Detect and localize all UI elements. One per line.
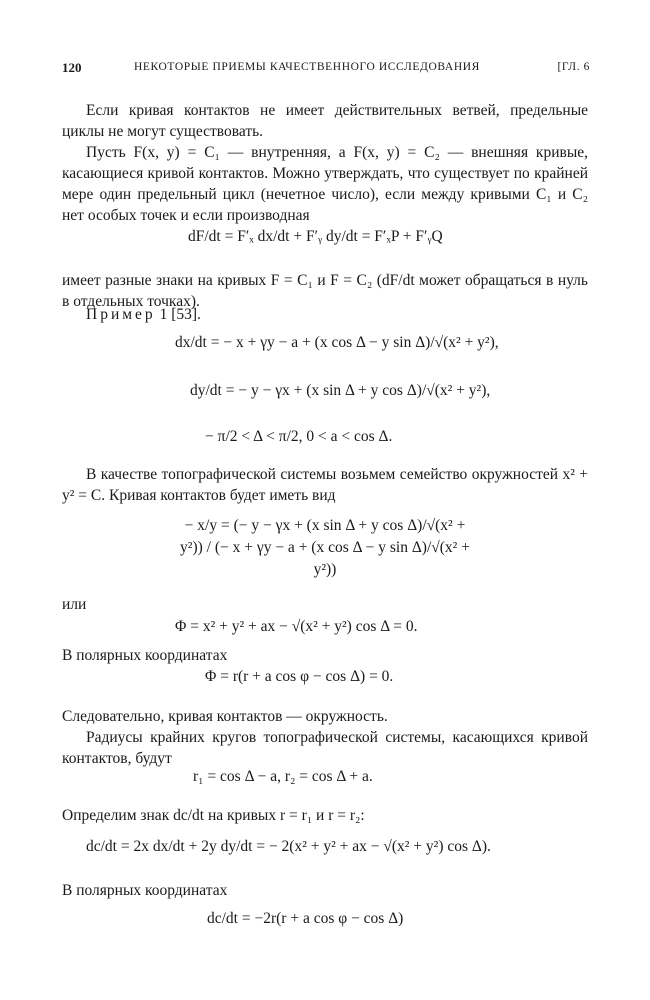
running-title: НЕКОТОРЫЕ ПРИЕМЫ КАЧЕСТВЕННОГО ИССЛЕДОВАНИЯ bbox=[134, 61, 480, 73]
paragraph-inner-outer-curves: Пусть F(x, y) = C₁ — внутренняя, а F(x, y) = C₂ — внешняя кривые, касающиеся кривой контактов. Можно утверждать, что существует по крайней мере один предельный цикл (нечетное число), если между кривыми C₁ и C₂ нет особых точек и если производная bbox=[62, 144, 588, 224]
equation-conditions: − π/2 < Δ < π/2, 0 < a < cos Δ. bbox=[205, 428, 393, 445]
paragraph-radii: Радиусы крайних кругов топографической системы, касающихся кривой контактов, будут bbox=[62, 729, 588, 767]
equation-phi: Φ = x² + y² + ax − √(x² + y²) cos Δ = 0. bbox=[175, 618, 418, 635]
example-ref: 1 [53]. bbox=[159, 306, 201, 323]
page-number: 120 bbox=[62, 60, 82, 75]
equation-phi-polar: Φ = r(r + a cos φ − cos Δ) = 0. bbox=[205, 668, 394, 685]
equation-dF-dt: dF/dt = F′ₓ dx/dt + F′ᵧ dy/dt = F′ₓP + F′ᵧQ bbox=[188, 228, 443, 245]
paragraph-no-real-branches: Если кривая контактов не имеет действительных ветвей, предельные циклы не могут существовать. bbox=[62, 102, 588, 140]
paragraph-signs-differ: имеет разные знаки на кривых F = C₁ и F = C₂ (dF/dt может обращаться в нуль в отдельных точках). bbox=[62, 272, 588, 310]
equation-dy-dt: dy/dt = − y − γx + (x sin Δ + y cos Δ)/√(x² + y²), bbox=[190, 382, 491, 399]
equation-contact-curve: − x/y = (− y − γx + (x sin Δ + y cos Δ)/√(x² + y²)) / (− x + γy − a + (x cos Δ − y sin Δ)/√(x² + y²)) bbox=[180, 517, 470, 578]
example-heading bbox=[62, 304, 588, 325]
page-header bbox=[62, 60, 590, 82]
chapter-label: [ГЛ. 6 bbox=[557, 61, 590, 73]
equation-radii: r₁ = cos Δ − a, r₂ = cos Δ + a. bbox=[193, 768, 373, 785]
paragraph-polar-1: В полярных координатах bbox=[62, 647, 228, 664]
equation-dc-dt: dc/dt = 2x dx/dt + 2y dy/dt = − 2(x² + y² + ax − √(x² + y²) cos Δ). bbox=[86, 838, 491, 855]
paragraph-topographic-system: В качестве топографической системы возьмем семейство окружностей x² + y² = C. Кривая контактов будет иметь вид bbox=[62, 466, 588, 504]
paragraph-sign-dcdt: Определим знак dc/dt на кривых r = r₁ и r = r₂: bbox=[62, 807, 365, 824]
paragraph-or: или bbox=[62, 596, 87, 613]
example-label: Пример bbox=[86, 306, 156, 323]
equation-dc-dt-polar: dc/dt = −2r(r + a cos φ − cos Δ) bbox=[207, 910, 404, 927]
paragraph-circle: Следовательно, кривая контактов — окружность. bbox=[62, 708, 388, 725]
equation-dx-dt: dx/dt = − x + γy − a + (x cos Δ − y sin Δ)/√(x² + y²), bbox=[175, 334, 499, 351]
paragraph-polar-2: В полярных координатах bbox=[62, 882, 228, 899]
